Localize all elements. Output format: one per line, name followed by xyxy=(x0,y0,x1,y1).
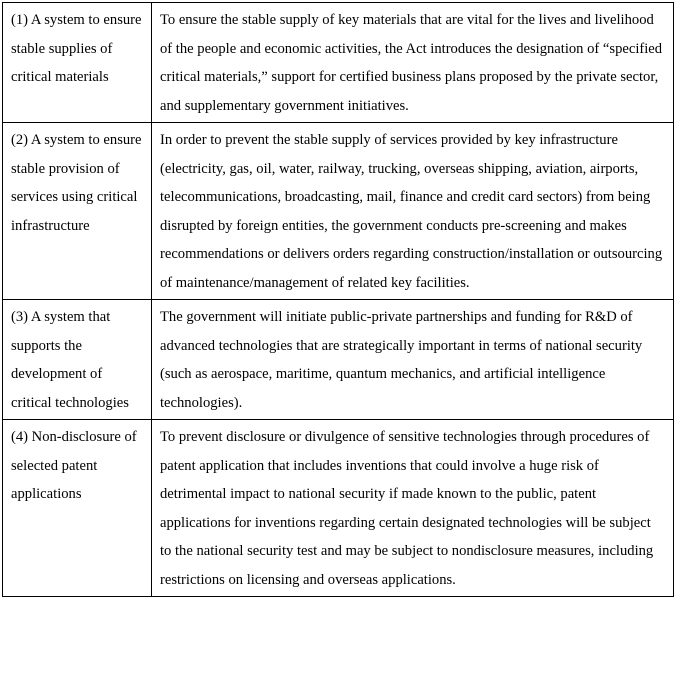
system-description-cell: In order to prevent the stable supply of services provided by key infrastructure (electricity, gas, oil, water, railway, trucking, overseas shipping, aviation, airports, telecommunications, broadcasting, mail, finance and credit card sectors) from being disrupted by foreign entities, the government conducts pre-screening and makes recommendations or delivers orders regarding construction/installation or outsourcing of maintenance/management of related key facilities. xyxy=(151,123,673,300)
table-row xyxy=(3,3,674,123)
table-row xyxy=(3,123,674,300)
table-row xyxy=(3,300,674,420)
system-description-cell: To prevent disclosure or divulgence of sensitive technologies through procedures of patent application that includes inventions that could involve a huge risk of detrimental impact to national security if made known to the public, patent applications for inventions regarding certain designated technologies will be subject to the national security test and may be subject to nondisclosure measures, including restrictions on licensing and overseas applications. xyxy=(151,420,673,597)
system-label-cell: (2) A system to ensure stable provision of services using critical infrastructure xyxy=(3,123,152,300)
system-label-cell: (4) Non-disclosure of selected patent applications xyxy=(3,420,152,597)
table-row xyxy=(3,420,674,597)
system-label-cell: (1) A system to ensure stable supplies of critical materials xyxy=(3,3,152,123)
system-description-cell: To ensure the stable supply of key materials that are vital for the lives and livelihood of the people and economic activities, the Act introduces the designation of “specified critical materials,” support for certified business plans proposed by the private sector, and supplementary government initiatives. xyxy=(151,3,673,123)
systems-table xyxy=(2,2,674,597)
system-description-cell: The government will initiate public-private partnerships and funding for R&D of advanced technologies that are strategically important in terms of national security (such as aerospace, maritime, quantum mechanics, and artificial intelligence technologies). xyxy=(151,300,673,420)
system-label-cell: (3) A system that supports the development of critical technologies xyxy=(3,300,152,420)
